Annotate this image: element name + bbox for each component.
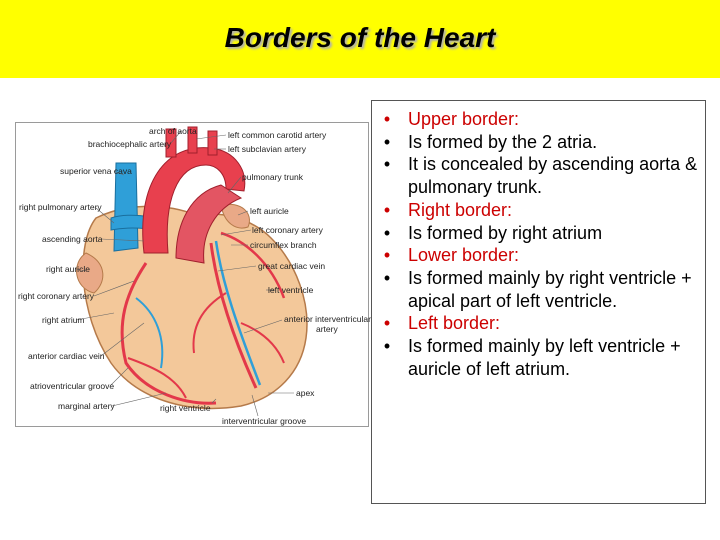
label-right-coronary-artery: right coronary artery [18,291,95,301]
bullet-text: Lower border: [408,245,520,266]
bullet-icon: • [383,313,391,334]
label-circumflex-branch: circumflex branch [250,240,317,250]
label-brachiocephalic-artery: brachiocephalic artery [88,139,172,149]
bullet-text: Is formed mainly by right ventricle + apical part of left ventricle. [408,267,692,311]
label-left-coronary-artery: left coronary artery [252,225,323,235]
label-left-ventricle: left ventricle [268,285,314,295]
label-great-cardiac-vein: great cardiac vein [258,261,326,271]
label-apex: apex [296,388,315,398]
label-ascending-aorta: ascending aorta [42,234,103,244]
border-description [375,335,700,380]
label-right-auricle: right auricle [46,264,90,274]
title-banner [0,0,720,78]
bullet-text: Right border: [408,199,513,220]
border-heading [375,312,700,335]
border-description [375,153,700,198]
slide-title: Borders of the Heart [224,22,496,53]
label-arch-of-aorta: arch of aorta [149,126,197,136]
bullet-text: Is formed mainly by left ventricle + auricle of left atrium. [408,336,681,379]
bullet-text: Left border: [408,313,501,334]
border-heading [375,108,700,131]
bullet-text: It is concealed by ascending aorta & pulmonary trunk. [408,154,698,198]
label-superior-vena-cava: superior vena cava [60,166,132,176]
label-anterior-interventricular-artery: anterior interventricular [284,314,371,324]
label-atrioventricular-groove: atrioventricular groove [30,381,115,391]
left-subclavian-shape [208,131,217,155]
border-description [375,222,700,245]
label-pulmonary-trunk: pulmonary trunk [242,172,303,182]
bullet-icon: • [383,222,391,243]
label-right-atrium: right atrium [42,315,85,325]
label-right-ventricle: right ventricle [160,403,211,413]
border-description [375,131,700,154]
label-anterior-interventricular-artery-2: artery [316,324,338,334]
bullet-text: Is formed by right atrium [408,222,603,243]
bullet-icon: • [383,267,391,288]
border-heading [375,244,700,267]
border-description [375,267,700,312]
borders-text-box [371,100,706,504]
bullet-text: Is formed by the 2 atria. [408,131,598,152]
bullet-icon: • [383,336,391,357]
bullet-icon: • [383,154,391,175]
label-left-common-carotid-artery: left common carotid artery [228,130,327,140]
border-heading [375,199,700,222]
bullet-icon: • [383,245,391,266]
bullet-icon: • [383,131,391,152]
label-anterior-cardiac-vein: anterior cardiac vein [28,351,105,361]
superior-vena-cava-shape [114,163,138,251]
label-interventricular-groove: interventricular groove [222,416,307,426]
bullet-text: Upper border: [408,109,520,129]
label-right-pulmonary-artery: right pulmonary artery [19,202,102,212]
borders-bullet-list [375,108,700,380]
label-left-auricle: left auricle [250,206,289,216]
label-left-subclavian-artery: left subclavian artery [228,144,306,154]
bullet-icon: • [383,199,391,220]
heart-diagram [15,122,369,427]
bullet-icon: • [383,109,391,129]
label-marginal-artery: marginal artery [58,401,115,411]
